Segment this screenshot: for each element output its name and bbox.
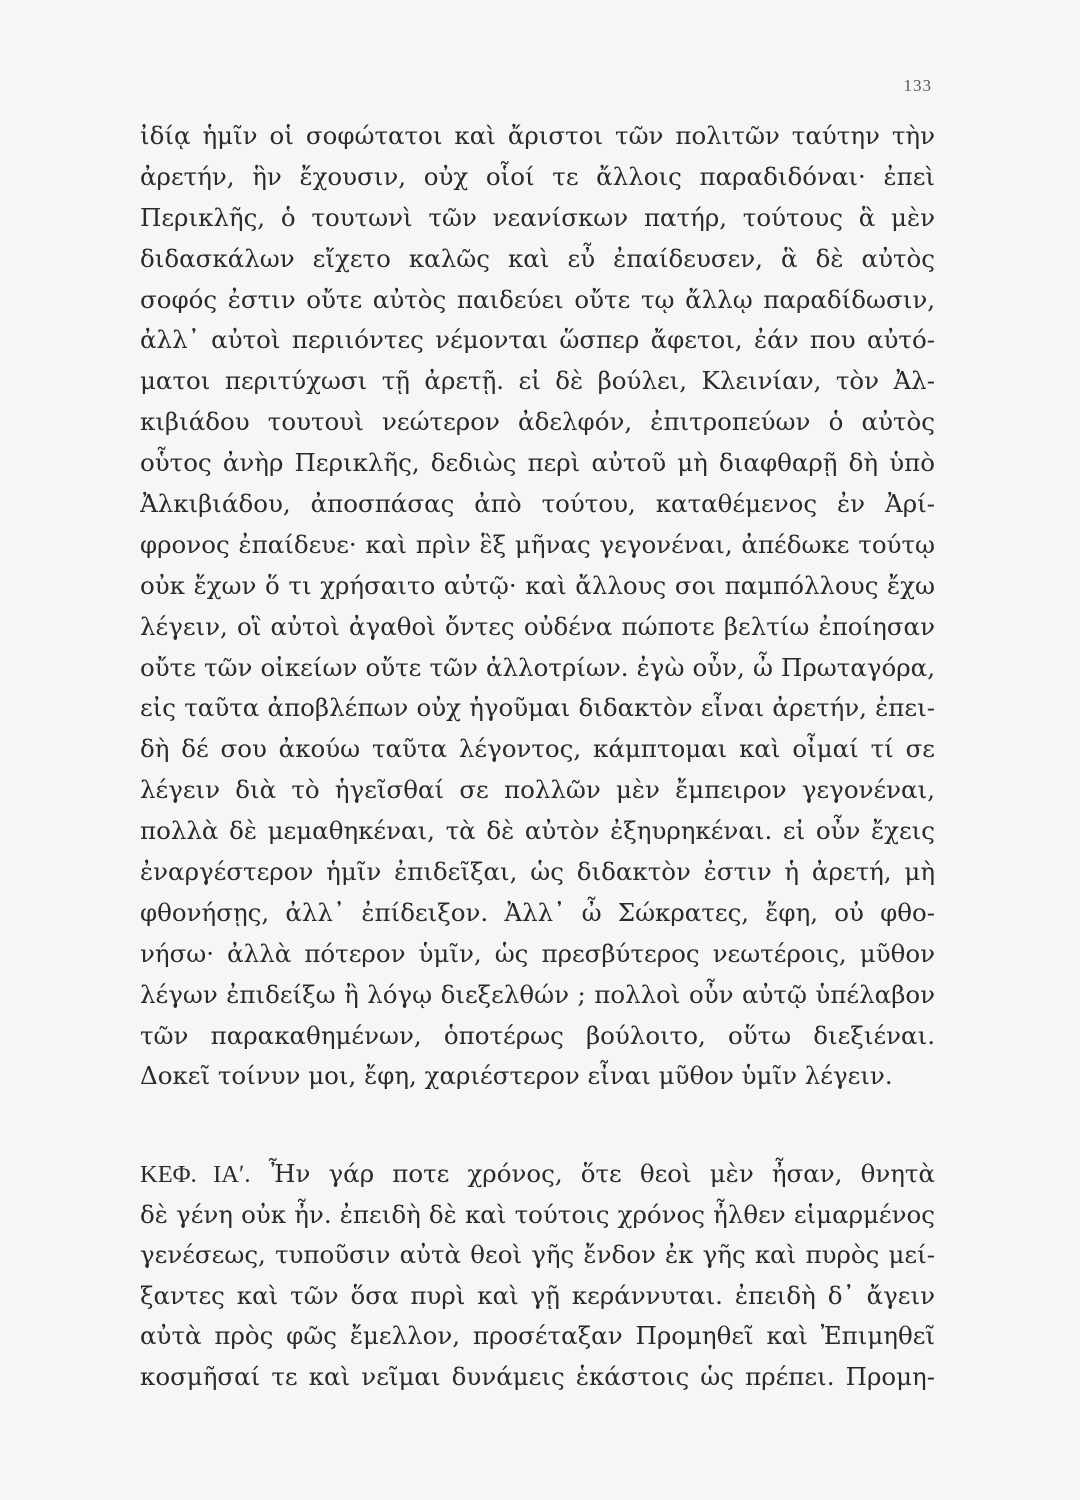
text-line: δὲ γένη οὐκ ἦν. ἐπειδὴ δὲ καὶ τούτοις χρόνος ἦλθεν εἱμαρμένος xyxy=(140,1199,935,1229)
text-line: ἰδίᾳ ἡμῖν οἱ σοφώτατοι καὶ ἄριστοι τῶν πολιτῶν ταύτην τὴν xyxy=(140,121,935,150)
text-line: δὴ δέ σου ἀκούω ταῦτα λέγοντος, κάμπτομαι καὶ οἶμαί τί σε xyxy=(140,734,935,764)
text-line: αὐτὰ πρὸς φῶς ἔμελλον, προσέταξαν Προμηθεῖ καὶ Ἐπιμηθεῖ xyxy=(140,1321,935,1351)
text-line: εἰς ταῦτα ἀποβλέπων οὐχ ἡγοῦμαι διδακτὸν εἶναι ἀρετήν, ἐπει- xyxy=(140,693,935,723)
text-line: διδασκάλων εἴχετο καλῶς καὶ εὖ ἐπαίδευσεν, ἃ δὲ αὐτὸς xyxy=(140,243,935,273)
text-line: Περικλῆς, ὁ τουτωνὶ τῶν νεανίσκων πατήρ, τούτους ἃ μὲν xyxy=(140,202,935,232)
text-line-first xyxy=(140,1154,935,1195)
text-line: σοφός ἐστιν οὔτε αὐτὸς παιδεύει οὔτε τῳ ἄλλῳ παραδίδωσιν, xyxy=(140,284,935,314)
text-line: λέγων ἐπιδείξω ἢ λόγῳ διεξελθών ; πολλοὶ οὖν αὐτῷ ὑπέλαβον xyxy=(140,979,935,1009)
text-line: νήσω· ἀλλὰ πότερον ὑμῖν, ὡς πρεσβύτερος νεωτέροις, μῦθον xyxy=(140,938,935,968)
text-line: φθονήσῃς, ἀλλ᾽ ἐπίδειξον. Ἀλλ᾽ ὦ Σώκρατες, ἔφη, οὐ φθο- xyxy=(140,897,935,927)
text-line: λέγειν, οἳ αὐτοὶ ἀγαθοὶ ὄντες οὐδένα πώποτε βελτίω ἐποίησαν xyxy=(140,611,935,641)
text-line: κιβιάδου τουτουὶ νεώτερον ἀδελφόν, ἐπιτροπεύων ὁ αὐτὸς xyxy=(140,407,935,437)
text-line: ξαντες καὶ τῶν ὅσα πυρὶ καὶ γῇ κεράννυται. ἐπειδὴ δ᾽ ἄγειν xyxy=(140,1280,935,1310)
text-line: φρονος ἐπαίδευε· καὶ πρὶν ἓξ μῆνας γεγονέναι, ἀπέδωκε τούτῳ xyxy=(140,529,935,559)
first-line-text: Ἦν γάρ ποτε χρόνος, ὅτε θεοὶ μὲν ἦσαν, θνητὰ xyxy=(250,1159,935,1188)
text-line: οὔτε τῶν οἰκείων οὔτε τῶν ἀλλοτρίων. ἐγὼ οὖν, ὦ Πρωταγόρα, xyxy=(140,652,935,682)
text-line: Ἀλκιβιάδου, ἀποσπάσας ἀπὸ τούτου, καταθέμενος ἐν Ἀρί- xyxy=(140,489,935,519)
text-line: λέγειν διὰ τὸ ἡγεῖσθαί σε πολλῶν μὲν ἔμπειρον γεγονέναι, xyxy=(140,775,935,805)
text-line: ἐναργέστερον ἡμῖν ἐπιδεῖξαι, ὡς διδακτὸν ἐστιν ἡ ἀρετή, μὴ xyxy=(140,857,935,887)
text-line: Δοκεῖ τοίνυν μοι, ἔφη, χαριέστερον εἶναι μῦθον ὑμῖν λέγειν. xyxy=(140,1061,893,1091)
text-line: πολλὰ δὲ μεμαθηκέναι, τὰ δὲ αὐτὸν ἐξηυρηκέναι. εἰ οὖν ἔχεις xyxy=(140,816,935,846)
text-line: κοσμῆσαί τε καὶ νεῖμαι δυνάμεις ἑκάστοις ὡς πρέπει. Προμη- xyxy=(140,1361,935,1391)
paragraph-1 xyxy=(140,116,935,1097)
text-line: τῶν παρακαθημένων, ὁποτέρως βούλοιτο, οὕτω διεξιέναι. xyxy=(140,1020,935,1050)
text-line: ἀλλ᾽ αὐτοὶ περιιόντες νέμονται ὥσπερ ἄφετοι, ἐάν που αὐτό- xyxy=(140,325,935,355)
text-line: ματοι περιτύχωσι τῇ ἀρετῇ. εἰ δὲ βούλει, Κλεινίαν, τὸν Ἀλ- xyxy=(140,366,935,396)
chapter-heading: ΚΕΦ. ΙΑʹ. xyxy=(140,1161,251,1188)
text-line: οὗτος ἀνὴρ Περικλῆς, δεδιὼς περὶ αὐτοῦ μὴ διαφθαρῇ δὴ ὑπὸ xyxy=(140,448,935,478)
paragraph-2 xyxy=(140,1154,935,1398)
text-line: ἀρετήν, ἣν ἔχουσιν, οὐχ οἷοί τε ἄλλοις παραδιδόναι· ἐπεὶ xyxy=(140,161,935,191)
text-line: γενέσεως, τυποῦσιν αὐτὰ θεοὶ γῆς ἔνδον ἐκ γῆς καὶ πυρὸς μεί- xyxy=(140,1240,935,1270)
page-number: 133 xyxy=(903,76,932,95)
text-line: οὐκ ἔχων ὅ τι χρήσαιτο αὐτῷ· καὶ ἄλλους σοι παμπόλλους ἔχω xyxy=(140,570,935,600)
